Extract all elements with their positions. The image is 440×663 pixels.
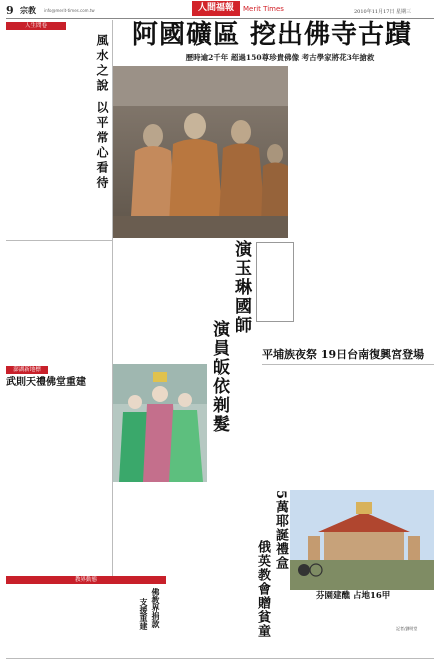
main-story-text bbox=[292, 66, 434, 246]
excavation-photo bbox=[113, 66, 288, 238]
temple-photo bbox=[290, 490, 434, 590]
opera-photo bbox=[113, 364, 207, 482]
festival-body-text bbox=[262, 367, 434, 487]
charity-headline-2: 俄英教會贈貧童 bbox=[255, 540, 270, 638]
bottom-headline-1: 佛教界捐款 bbox=[151, 588, 161, 628]
main-headline: 阿國礦區 挖出佛寺古蹟 bbox=[131, 20, 413, 50]
local-tag: 澎湖新地標 bbox=[6, 366, 48, 374]
local-body-text bbox=[6, 392, 112, 572]
charity-headline-1: 5萬耶誕禮盒 bbox=[273, 490, 288, 571]
temple-caption-text bbox=[292, 603, 434, 625]
feature-headline-2: 演員皈依剃髮 bbox=[209, 320, 229, 434]
temple-caption-title: 芬園建醮 占地16甲 bbox=[316, 591, 391, 601]
opera-performers-image bbox=[113, 364, 207, 482]
festival-rule bbox=[262, 364, 434, 365]
festival-headline: 平埔族夜祭 19日台南復興宮登場 bbox=[262, 348, 425, 361]
main-subheadline: 歷時逾2千年 超過150尊珍貴佛像 考古學家將花3年搶救 bbox=[185, 53, 375, 62]
column-tag: 人生問卷 bbox=[6, 22, 66, 30]
charity-body-text bbox=[170, 490, 252, 640]
vertical-divider-left bbox=[112, 20, 113, 576]
issue-date: 2010年11月17日 星期三 bbox=[354, 9, 412, 15]
page-header bbox=[6, 4, 434, 19]
feature-headline-1: 演玉琳國師 bbox=[231, 240, 251, 335]
column-intro-text bbox=[6, 32, 84, 76]
bottom-body-text bbox=[6, 588, 134, 658]
local-headline: 武則天禮佛堂重建 bbox=[6, 377, 86, 388]
temple-credit: 記者/劉明堂 bbox=[396, 626, 418, 631]
section-name: 宗教 bbox=[20, 5, 36, 15]
section-url: info@merit-times.com.tw bbox=[44, 8, 95, 13]
page-number: 9 bbox=[6, 4, 14, 17]
right-side-story-text bbox=[296, 248, 434, 344]
bottom-headline-2: 支援重建 bbox=[139, 598, 149, 630]
temple-building-image bbox=[290, 490, 434, 590]
horizontal-divider-bottom bbox=[6, 658, 434, 659]
feature-quote-box bbox=[256, 242, 294, 322]
column-divider bbox=[6, 240, 112, 241]
bottom-tag: 教界動態 bbox=[6, 576, 166, 584]
buddha-statues-image bbox=[113, 66, 288, 238]
column-body-text-2 bbox=[6, 244, 112, 364]
masthead-logo: 人間福報 bbox=[192, 1, 240, 16]
feature-body-text bbox=[113, 242, 229, 362]
masthead-english: Merit Times bbox=[243, 5, 284, 13]
column-body-text bbox=[6, 78, 84, 238]
column-headline: 風水之說 以平常心看待 bbox=[95, 34, 109, 192]
